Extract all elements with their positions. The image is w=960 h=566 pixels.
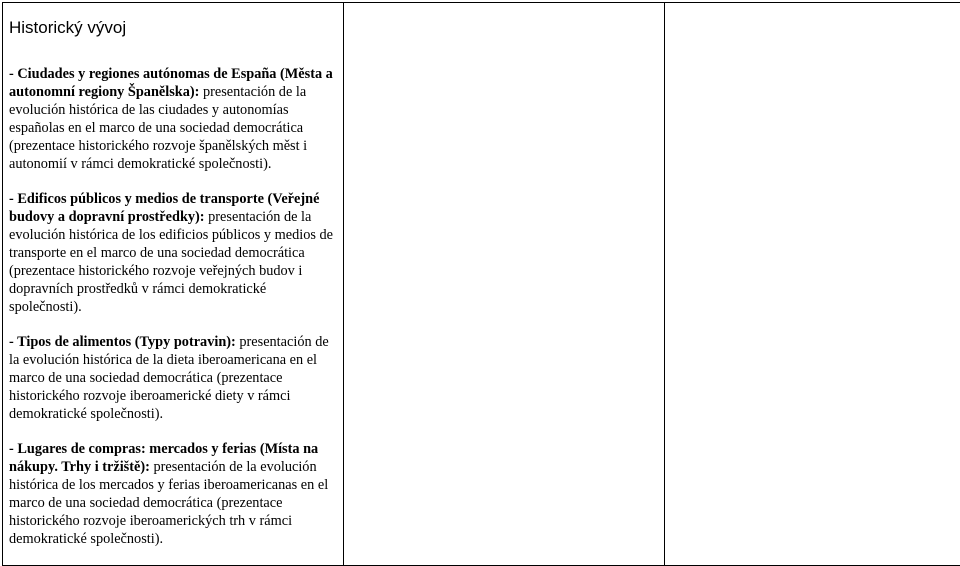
topic-description: presentación de la evolución histórica de los mercados y ferias iberoamericanas en el marco de una sociedad democrática (prezentace historického rozvoje iberoamerických trh v rámci demokratické společnosti). xyxy=(9,459,328,547)
topic-paragraph xyxy=(9,333,337,423)
topic-item xyxy=(9,65,337,173)
document-table xyxy=(2,2,960,566)
topic-title: - Lugares de compras: mercados y ferias (Místa na nákupy. Trhy i tržiště): xyxy=(9,441,318,475)
empty-cell xyxy=(344,3,665,566)
content-cell xyxy=(3,3,344,566)
topic-paragraph xyxy=(9,440,337,548)
topic-item xyxy=(9,333,337,423)
topic-paragraph xyxy=(9,65,337,173)
topic-description: presentación de la evolución histórica de los edificios públicos y medios de transporte en el marco de una sociedad democrática (prezentace historického rozvoje veřejných budov i dopravních prostředků v rámci demokratické společnosti). xyxy=(9,209,333,315)
topic-title: - Tipos de alimentos (Typy potravin): xyxy=(9,334,236,350)
empty-cell xyxy=(665,3,960,566)
topic-title: - Edificos públicos y medios de transporte (Veřejné budovy a dopravní prostředky): xyxy=(9,191,319,225)
topic-item xyxy=(9,190,337,316)
topic-title: - Ciudades y regiones autónomas de España (Města a autonomní regiony Španělska): xyxy=(9,66,333,100)
topic-item xyxy=(9,440,337,548)
topic-description: presentación de la evolución histórica de las ciudades y autonomías españolas en el marco de una sociedad democrática (prezentace historického rozvoje španělských měst i autonomií v rámci demokratické společnosti). xyxy=(9,84,307,172)
section-heading: Historický vývoj xyxy=(9,18,337,38)
cell-content xyxy=(3,3,343,548)
table-row xyxy=(3,3,960,566)
topic-description: presentación de la evolución histórica de la dieta iberoamericana en el marco de una sociedad democrática (prezentace historického rozvoje iberoamerické diety v rámci demokratické společnosti). xyxy=(9,334,329,422)
topic-paragraph xyxy=(9,190,337,316)
